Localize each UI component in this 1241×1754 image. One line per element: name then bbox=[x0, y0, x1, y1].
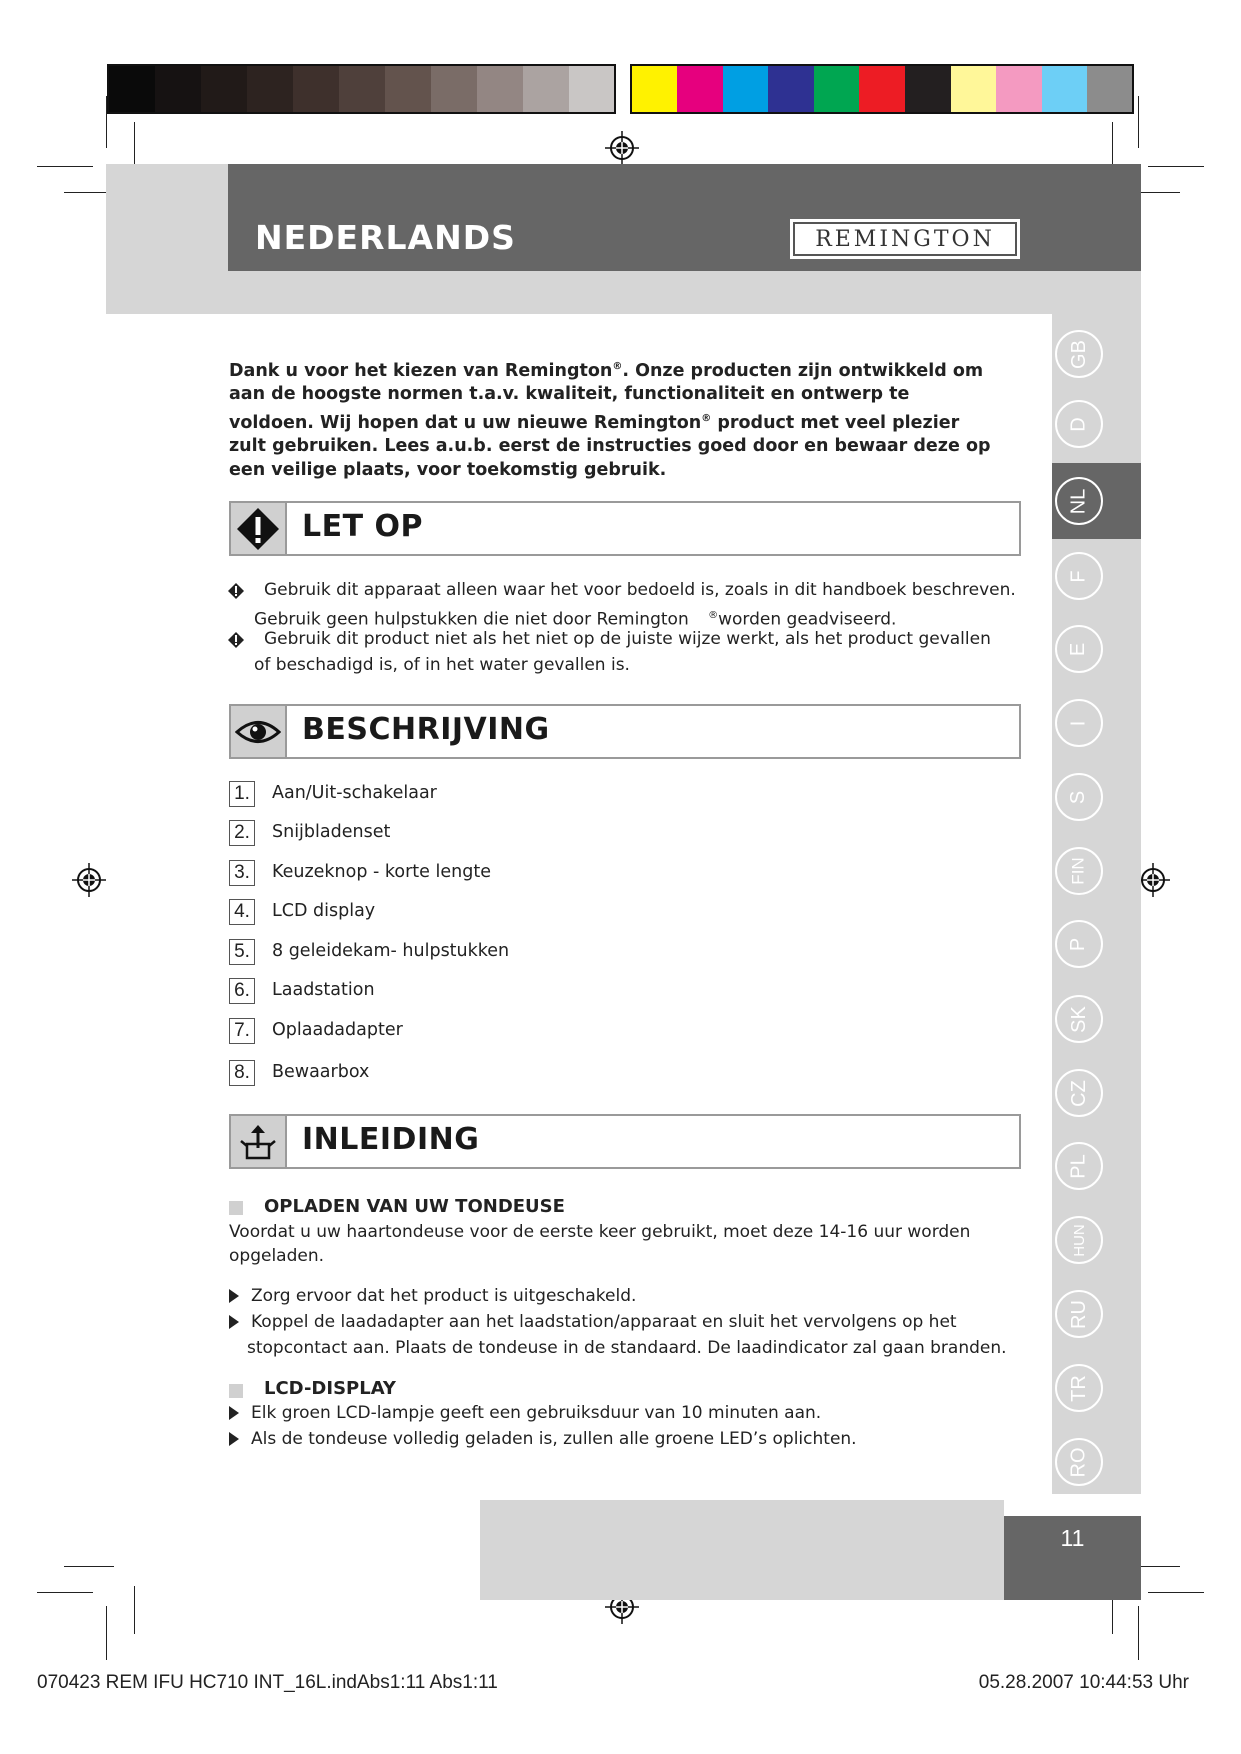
bullet-text: Als de tondeuse volledig geladen is, zullen alle groene LED’s oplichten. bbox=[251, 1429, 857, 1449]
crop-mark bbox=[134, 1586, 135, 1634]
crop-mark bbox=[1138, 1606, 1139, 1660]
subheading-marker bbox=[229, 1384, 243, 1398]
bullet-arrow-icon bbox=[229, 1432, 239, 1446]
eye-icon bbox=[231, 706, 287, 757]
crop-mark bbox=[1148, 1592, 1204, 1593]
item-label: Bewaarbox bbox=[272, 1062, 370, 1082]
section-beschrijving bbox=[229, 704, 1021, 759]
page-frame-bottom bbox=[480, 1500, 1004, 1600]
lang-tab-d[interactable]: D bbox=[1055, 400, 1103, 448]
item-number: 7. bbox=[229, 1018, 255, 1044]
section-inleiding bbox=[229, 1114, 1021, 1169]
warning-line: Gebruik geen hulpstukken die niet door Remington ®worden geadviseerd. bbox=[254, 609, 897, 630]
bullet-text: Elk groen LCD-lampje geeft een gebruiksduur van 10 minuten aan. bbox=[251, 1403, 822, 1423]
item-number: 4. bbox=[229, 899, 255, 925]
item-number: 3. bbox=[229, 860, 255, 886]
section-title: LET OP bbox=[302, 509, 424, 544]
crop-mark bbox=[37, 1592, 93, 1593]
warning-line: of beschadigd is, of in het water gevallen is. bbox=[254, 655, 630, 675]
warning-icon bbox=[231, 503, 287, 554]
lang-tab-hun[interactable]: HUN bbox=[1055, 1216, 1103, 1264]
body-text: Voordat u uw haartondeuse voor de eerste keer gebruikt, moet deze 14-16 uur worden bbox=[229, 1222, 971, 1242]
bullet-text: Koppel de laadadapter aan het laadstation/apparaat en sluit het vervolgens op het bbox=[251, 1312, 957, 1332]
crop-mark bbox=[1112, 122, 1113, 170]
page-number: 11 bbox=[1060, 1525, 1085, 1551]
item-number: 5. bbox=[229, 939, 255, 965]
registration-mark-icon bbox=[72, 863, 106, 897]
crop-mark bbox=[64, 1566, 114, 1567]
item-number: 6. bbox=[229, 978, 255, 1004]
item-label: 8 geleidekam- hulpstukken bbox=[272, 941, 510, 961]
crop-mark bbox=[37, 166, 93, 167]
item-label: Snijbladenset bbox=[272, 822, 391, 842]
lang-tab-s[interactable]: S bbox=[1055, 773, 1103, 821]
warning-bullet-icon bbox=[228, 583, 244, 599]
item-label: Aan/Uit-schakelaar bbox=[272, 783, 437, 803]
bullet-text: Zorg ervoor dat het product is uitgeschakeld. bbox=[251, 1286, 637, 1306]
crop-mark bbox=[134, 122, 135, 170]
item-label: Laadstation bbox=[272, 980, 375, 1000]
lang-tab-tr[interactable]: TR bbox=[1055, 1364, 1103, 1412]
subheading-marker bbox=[229, 1201, 243, 1215]
lang-tab-gb[interactable]: GB bbox=[1055, 330, 1103, 378]
lang-tab-e[interactable]: E bbox=[1055, 625, 1103, 673]
lang-tab-ro[interactable]: RO bbox=[1055, 1438, 1103, 1486]
page-title: NEDERLANDS bbox=[255, 218, 516, 257]
bullet-arrow-icon bbox=[229, 1315, 239, 1329]
lang-tab-sk[interactable]: SK bbox=[1055, 995, 1103, 1043]
item-number: 1. bbox=[229, 781, 255, 807]
registration-mark-icon bbox=[1136, 863, 1170, 897]
section-title: INLEIDING bbox=[302, 1122, 480, 1157]
print-slug-date: 05.28.2007 10:44:53 Uhr bbox=[978, 1672, 1189, 1693]
warning-bullet-icon bbox=[228, 632, 244, 648]
lang-tab-pl[interactable]: PL bbox=[1055, 1142, 1103, 1190]
registration-mark-icon bbox=[605, 131, 639, 165]
subheading-opladen: OPLADEN VAN UW TONDEUSE bbox=[264, 1196, 565, 1217]
lang-tab-nl[interactable]: NL bbox=[1055, 477, 1103, 525]
intro-paragraph: Dank u voor het kiezen van Remington®. Onze producten zijn ontwikkeld om aan de hoogste normen t.a.v. kwaliteit, functionaliteit en ontwerp te voldoen. Wij hopen dat u uw nieuwe Remington® product met veel plezier zult gebruiken. Lees a.u.b. eerst de instructies goed door en bewaar deze op een veilige plaats, voor toekomstig gebruik. bbox=[229, 360, 991, 480]
page-frame-top bbox=[106, 271, 1141, 314]
lang-tab-ru[interactable]: RU bbox=[1055, 1290, 1103, 1338]
remington-logo: REMINGTON bbox=[790, 219, 1020, 259]
warning-line: Gebruik dit apparaat alleen waar het voor bedoeld is, zoals in dit handboek beschreven. bbox=[264, 580, 1016, 600]
crop-mark bbox=[1148, 166, 1204, 167]
body-text: opgeladen. bbox=[229, 1246, 325, 1266]
item-number: 8. bbox=[229, 1060, 255, 1086]
print-slug-file: 070423 REM IFU HC710 INT_16L.indAbs1:11 Abs1:11 bbox=[37, 1672, 498, 1693]
subheading-lcd: LCD-DISPLAY bbox=[264, 1378, 396, 1399]
warning-line: Gebruik dit product niet als het niet op de juiste wijze werkt, als het product gevallen bbox=[264, 629, 991, 649]
section-title: BESCHRIJVING bbox=[302, 712, 550, 747]
bar-frame bbox=[630, 64, 1134, 114]
bar-frame bbox=[107, 64, 616, 114]
bullet-text: stopcontact aan. Plaats de tondeuse in de standaard. De laadindicator zal gaan branden. bbox=[247, 1338, 1007, 1358]
bullet-arrow-icon bbox=[229, 1406, 239, 1420]
item-label: LCD display bbox=[272, 901, 376, 921]
bullet-arrow-icon bbox=[229, 1289, 239, 1303]
item-label: Oplaadadapter bbox=[272, 1020, 403, 1040]
crop-mark bbox=[1138, 96, 1139, 148]
section-let-op bbox=[229, 501, 1021, 556]
lang-tab-cz[interactable]: CZ bbox=[1055, 1069, 1103, 1117]
item-number: 2. bbox=[229, 820, 255, 846]
item-label: Keuzeknop - korte lengte bbox=[272, 862, 491, 882]
unpack-box-icon bbox=[231, 1116, 287, 1167]
crop-mark bbox=[106, 96, 107, 148]
lang-tab-fin[interactable]: FIN bbox=[1055, 847, 1103, 895]
lang-tab-i[interactable]: I bbox=[1055, 699, 1103, 747]
crop-mark bbox=[106, 1606, 107, 1660]
lang-tab-f[interactable]: F bbox=[1055, 552, 1103, 600]
lang-tab-p[interactable]: P bbox=[1055, 920, 1103, 968]
